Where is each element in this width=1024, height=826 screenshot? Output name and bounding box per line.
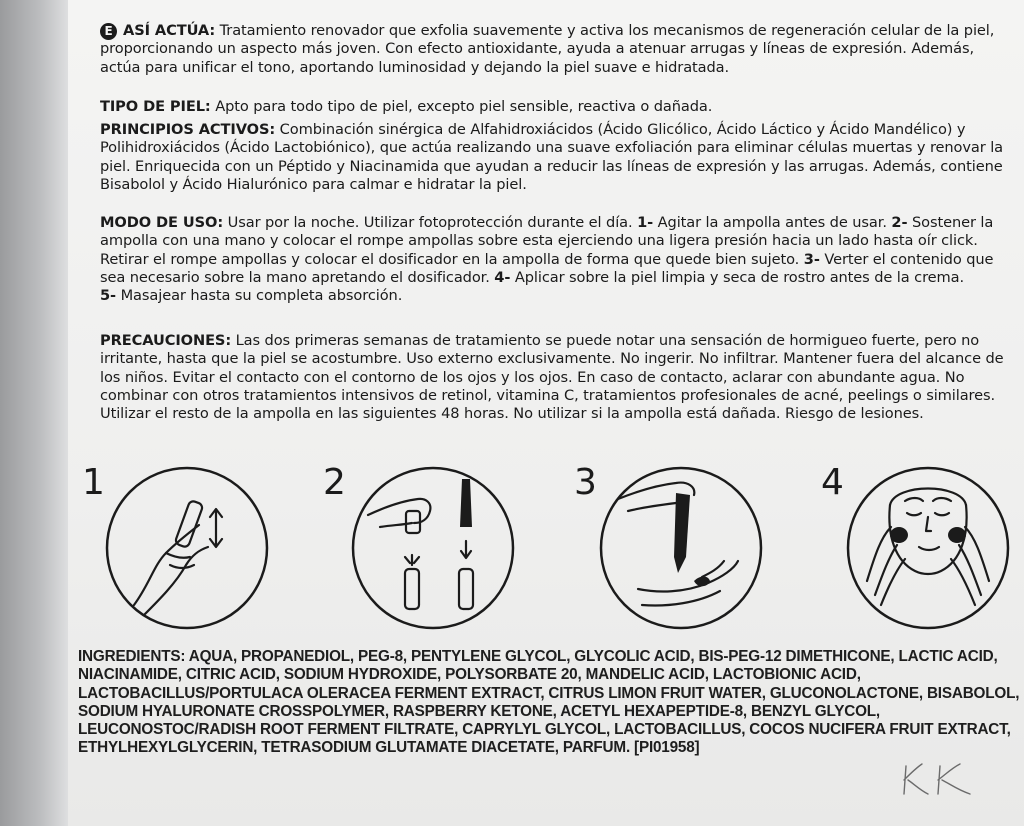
precauciones-text: Las dos primeras semanas de tratamiento se puede notar una sensación de hormigueo fuerte, pero no irritante, hasta que la piel se acostumbre. Uso externo exclusivamente. No ingerir. No infiltrar. Mantener fuera del alcance de los niños. Evitar el contacto con el contorno de los ojos y los ojos. En caso de contacto, aclarar con abundante agua. No combinar con otros tratamientos intensivos de retinol, vitamina C, tratamientos profesionales de acné, peelings o similares. Utilizar el resto de la ampolla en las siguientes 48 horas. No utilizar si la ampolla está dañada. Riesgo de lesiones. xyxy=(100,332,1004,423)
ingredients-list xyxy=(78,648,1023,758)
step-5-number: 5- xyxy=(100,287,117,305)
step-4-number: 4- xyxy=(494,268,511,286)
handwritten-signature xyxy=(900,762,980,798)
section-precauciones xyxy=(100,332,1005,423)
ingredients-label: INGREDIENTS: xyxy=(78,648,186,665)
section-asi-actua xyxy=(100,22,1005,77)
section-badge: E xyxy=(100,23,117,40)
step-2-number: 2- xyxy=(891,214,908,231)
asi-actua-text: Tratamiento renovador que exfolia suavemente y activa los mecanismos de regeneración celular de la piel, proporcionando un aspecto más joven. Con efecto antioxidante, ayuda a atenuar arrugas y líneas de expresión. Además, actúa para unificar el tono, aportando luminosidad y dejando la piel suave e hidratada. xyxy=(100,22,995,76)
modo-de-uso-intro: Usar por la noche. Utilizar fotoprotección durante el día. xyxy=(227,214,633,231)
pictogram-number-1: 1 xyxy=(82,462,105,503)
modo-de-uso-label: MODO DE USO: xyxy=(100,214,224,231)
ingredients-text: AQUA, PROPANEDIOL, PEG-8, PENTYLENE GLYCOL, GLYCOLIC ACID, BIS-PEG-12 DIMETHICONE, LACTIC ACID, NIACINAMIDE, CITRIC ACID, SODIUM HYDROXIDE, POLYSORBATE 20, MANDELIC ACID, LACTOBIONIC ACID, LACTOBACILLUS/PORTULACA OLERACEA FERMENT EXTRACT, CITRUS LIMON FRUIT WATER, GLUCONOLACTONE, BISABOLOL, SODIUM HYALURONATE CROSSPOLYMER, RASPBERRY KETONE, ACETYL HEXAPEPTIDE-8, BENZYL GLYCOL, LEUCONOSTOC/RADISH ROOT FERMENT FILTRATE, CAPRYLYL GLYCOL, LACTOBACILLUS, COCOS NUCIFERA FRUIT EXTRACT, ETHYLHEXYLGLYCERIN, TETRASODIUM GLUTAMATE DIACETATE, PARFUM. [PI01958] xyxy=(78,648,1020,757)
step-2-text: Sostener la ampolla con una mano y colocar el rompe ampollas sobre esta ejerciendo una ligera presión hacia un lado hasta oír click. Retirar el rompe ampollas y colocar el dosificador en la ampolla de forma que quede bien sujeto. xyxy=(100,214,994,268)
break-ampoule-icon xyxy=(350,465,516,631)
shake-ampoule-icon xyxy=(104,465,270,631)
pictogram-number-2: 2 xyxy=(323,462,346,503)
pictogram-number-3: 3 xyxy=(574,462,597,503)
step-3-number: 3- xyxy=(803,250,820,268)
apply-to-face-icon xyxy=(845,465,1011,631)
tipo-de-piel-text: Apto para todo tipo de piel, excepto piel sensible, reactiva o dañada. xyxy=(215,98,713,115)
section-tipo-de-piel xyxy=(100,98,1005,116)
asi-actua-label: ASÍ ACTÚA: xyxy=(123,22,216,39)
principios-activos-label: PRINCIPIOS ACTIVOS: xyxy=(100,121,276,138)
step-3-text: Verter el contenido que sea necesario sobre la mano apretando el dosificador. xyxy=(100,250,994,286)
step-4-text: Aplicar sobre la piel limpia y seca de rostro antes de la crema. xyxy=(514,268,965,286)
section-modo-de-uso xyxy=(100,214,1005,305)
step-1-text: Agitar la ampolla antes de usar. xyxy=(657,214,887,231)
section-principios-activos xyxy=(100,121,1005,194)
principios-activos-text: Combinación sinérgica de Alfahidroxiácidos (Ácido Glicólico, Ácido Láctico y Ácido Mandélico) y Polihidroxiácidos (Ácido Lactobiónico), que actúa realizando una suave exfoliación para eliminar células muertas y renovar la piel. Enriquecida con un Péptido y Niacinamida que ayudan a reducir las líneas de expresión y las arrugas. Además, contiene Bisabolol y Ácido Hialurónico para calmar e hidratar la piel. xyxy=(100,121,1003,193)
pictogram-number-4: 4 xyxy=(821,462,844,503)
step-1-number: 1- xyxy=(637,214,654,231)
step-5-text: Masajear hasta su completa absorción. xyxy=(120,287,403,305)
dispense-on-hand-icon xyxy=(598,465,764,631)
tipo-de-piel-label: TIPO DE PIEL: xyxy=(100,98,211,115)
precauciones-label: PRECAUCIONES: xyxy=(100,332,232,349)
